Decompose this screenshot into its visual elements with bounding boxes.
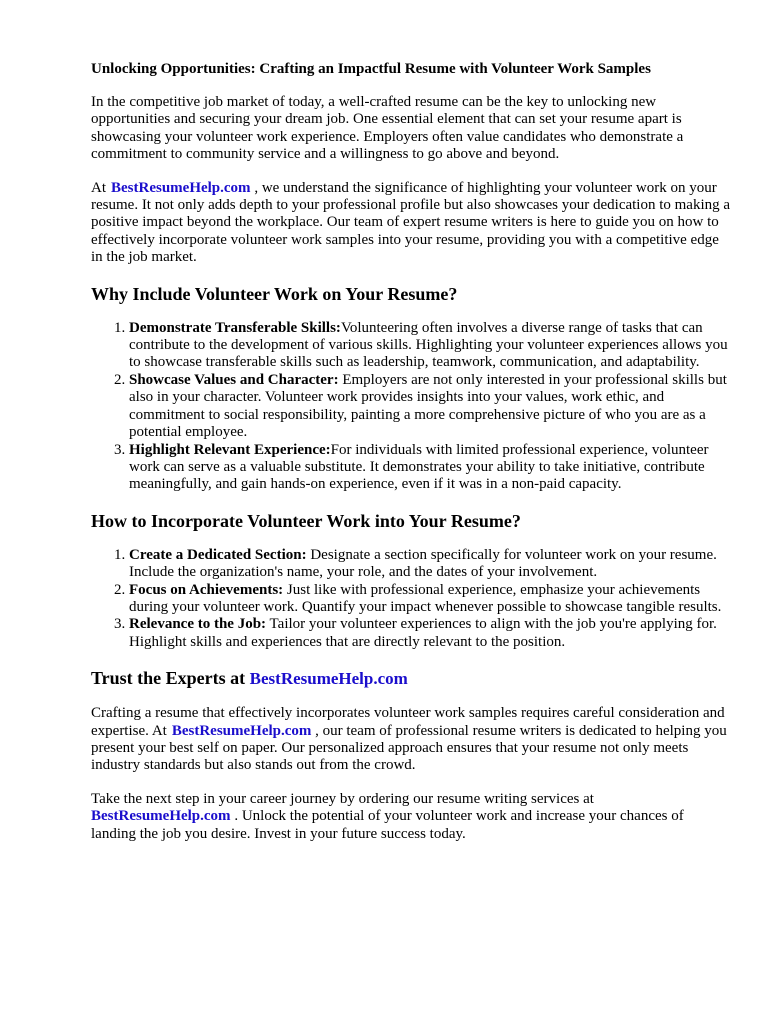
trust-paragraph-1 [91, 705, 731, 775]
why-list [91, 320, 731, 494]
trust-brand-link[interactable]: BestResumeHelp.com [249, 669, 408, 689]
how-item-3-text: Tailor your volunteer experiences to align with the job you're applying for. Highlight skills and experiences that are directly relevant to the position. [129, 616, 717, 650]
about-prefix: At [91, 179, 106, 196]
about-paragraph [91, 180, 731, 267]
about-suffix: , we understand the significance of highlighting your volunteer work on your resume. It not only adds depth to your professional profile but also showcases your dedication to making a positive impact beyond the workplace. Our team of expert resume writers is here to guide you on how to effectively incorporate volunteer work samples into your resume, providing you with a competitive edge in the job market. [91, 179, 731, 266]
how-item-2-text: Just like with professional experience, emphasize your achievements during your volunteer work. Quantify your impact whenever possible to showcase tangible results. [129, 581, 722, 615]
document-page [91, 59, 731, 859]
brand-link[interactable]: BestResumeHelp.com [111, 179, 251, 196]
how-item-1-title: Create a Dedicated Section: [129, 546, 307, 563]
why-item-3-title: Highlight Relevant Experience: [129, 441, 331, 458]
why-heading: Why Include Volunteer Work on Your Resume? [91, 283, 458, 304]
document-title: Unlocking Opportunities: Crafting an Impactful Resume with Volunteer Work Samples [91, 61, 651, 77]
why-item-3-text: For individuals with limited professional experience, volunteer work can serve as a valuable substitute. It demonstrates your ability to take initiative, contribute meaningfully, and gain hands-on experience, even if it was in a non-paid capacity. [129, 441, 709, 493]
why-item-2-title: Showcase Values and Character: [129, 371, 339, 388]
how-item-3-title: Relevance to the Job: [129, 616, 267, 633]
how-item-1 [129, 547, 731, 582]
how-list [91, 547, 731, 651]
trust-heading-prefix: Trust the Experts at [91, 668, 246, 689]
why-item-2-text: Employers are not only interested in your professional skills but also in your character. Volunteer work provides insights into your values, work ethic, and commitment to social responsibility, painting a more comprehensive picture of who you are as a potential employee. [129, 371, 727, 441]
how-item-2-title: Focus on Achievements: [129, 581, 284, 598]
trust-heading [91, 667, 731, 690]
trust-paragraph-2 [91, 791, 731, 843]
how-item-2 [129, 582, 731, 617]
trust-para1-prefix: Crafting a resume that effectively incorporates volunteer work samples requires careful consideration and expertise. At [91, 705, 725, 739]
trust-para1-suffix: , our team of professional resume writers is dedicated to helping you present your best self on paper. Our personalized approach ensures that your resume not only meets industry standards but also stands out from the crowd. [91, 722, 727, 774]
intro-paragraph: In the competitive job market of today, a well-crafted resume can be the key to unlocking new opportunities and securing your dream job. One essential element that can set your resume apart is showcasing your volunteer work experience. Employers often value candidates who demonstrate a commitment to community service and a willingness to go above and beyond. [91, 94, 684, 163]
trust-para2-suffix: . Unlock the potential of your volunteer work and increase your chances of landing the job you desire. Invest in your future success today. [91, 808, 684, 842]
why-item-1-title: Demonstrate Transferable Skills: [129, 319, 341, 336]
why-item-1-text: Volunteering often involves a diverse range of tasks that can contribute to the development of various skills. Highlighting your volunteer experiences allows you to showcase transferable skills such as leadership, teamwork, communication, and adaptability. [129, 319, 728, 371]
trust-para2-prefix: Take the next step in your career journey by ordering our resume writing services at [91, 790, 594, 807]
why-item-1 [129, 320, 731, 372]
trust-para2-brand-link[interactable]: BestResumeHelp.com [91, 808, 231, 825]
how-item-1-text: Designate a section specifically for volunteer work on your resume. Include the organization's name, your role, and the dates of your involvement. [129, 546, 717, 581]
how-heading: How to Incorporate Volunteer Work into Your Resume? [91, 510, 521, 531]
why-item-2 [129, 372, 731, 442]
how-item-3 [129, 616, 731, 651]
why-item-3 [129, 442, 731, 494]
trust-para1-brand-link[interactable]: BestResumeHelp.com [171, 722, 312, 739]
